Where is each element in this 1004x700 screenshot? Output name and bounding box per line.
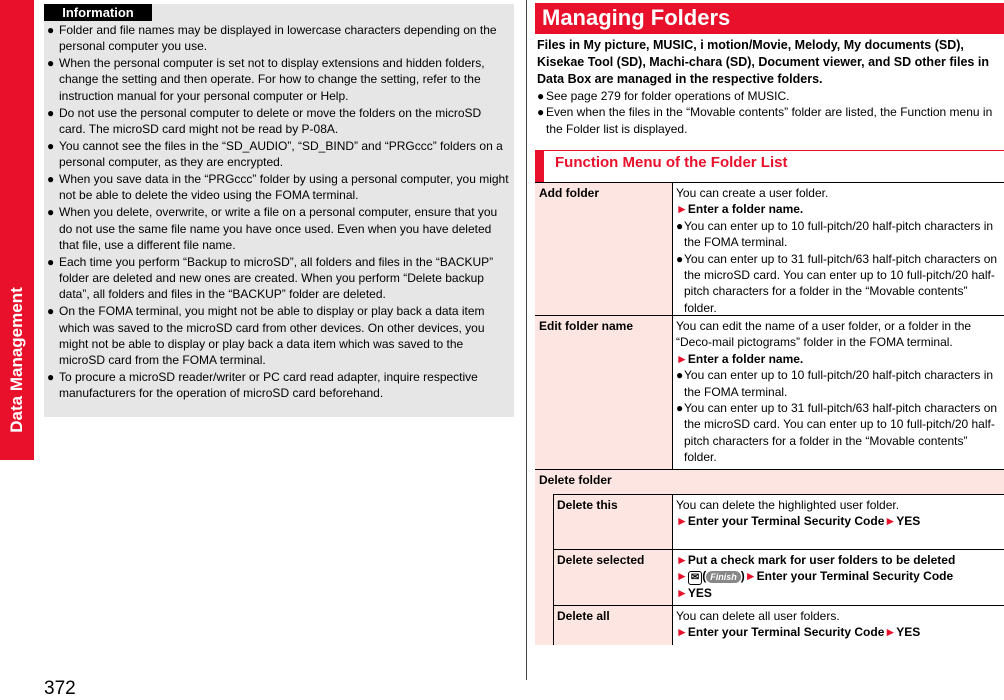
delete-all-desc-cell: [672, 606, 1004, 645]
edit-folder-label-cell: [535, 316, 672, 469]
delete-all-label: Delete all: [557, 609, 610, 623]
delete-folder-indent: [535, 494, 553, 645]
info-item: ● Do not use the personal computer to delete or move the folders on the microSD card. The microSD card might not be read by P-08A.: [47, 105, 482, 136]
edit-folder-desc: You can edit the name of a user folder, or a folder in the “Deco-mail pictograms” folder in the FOMA terminal.: [676, 319, 972, 350]
edit-folder-label: Edit folder name: [539, 319, 634, 333]
add-folder-bullet: ● You can enter up to 31 full-pitch/63 half-pitch characters on the microSD card. You can enter up to 10 full-pitch/20 half-pitch characters for a folder in the “Movable contents” folder.: [676, 251, 998, 315]
add-folder-label: Add folder: [539, 186, 599, 200]
delete-folder-label-cell: [535, 470, 1004, 494]
info-item: ● When the personal computer is set not to display extensions and hidden folders, change the setting and then operate. For how to change the setting, refer to the instruction manual for your personal computer or Help.: [47, 56, 485, 103]
edit-folder-step: ►Enter a folder name.: [676, 351, 804, 366]
delete-this-label-cell: [553, 495, 672, 549]
function-menu-heading: [535, 150, 1004, 182]
delete-all-label-cell: [553, 606, 672, 645]
note-item: ● Even when the files in the “Movable contents” folder are listed, the Function menu in the Folder list is displayed.: [537, 105, 993, 136]
column-divider: [526, 0, 527, 680]
managing-folders-heading: Managing Folders: [535, 3, 1004, 34]
finish-softkey-icon: Finish: [706, 571, 741, 583]
add-folder-desc-cell: [672, 183, 1004, 315]
delete-selected-step2: ► ✉ ( Finish )►Enter your Terminal Security Code: [676, 569, 954, 584]
info-item: ● On the FOMA terminal, you might not be able to display or play back a data item which was saved to the microSD card from other devices. On other devices, you might not be able to display or play back a data item which was saved to the microSD card from the FOMA terminal.: [47, 304, 485, 368]
add-folder-bullet: ● You can enter up to 10 full-pitch/20 half-pitch characters in the FOMA terminal.: [676, 218, 994, 250]
side-tab-label-wrap: [0, 0, 34, 460]
info-item: ● To procure a microSD reader/writer or PC card read adapter, inquire respective manufacturers for the operation of microSD card beforehand.: [47, 369, 478, 401]
function-menu-title: Function Menu of the Folder List: [555, 154, 788, 171]
delete-folder-label: Delete folder: [539, 473, 612, 487]
delete-this-desc: You can delete the highlighted user folder.: [676, 498, 900, 512]
info-item: ● You cannot see the files in the “SD_AUDIO”, “SD_BIND” and “PRGccc” folders on a personal computer, as they are encrypted.: [47, 138, 503, 170]
note-item: ● See page 279 for folder operations of MUSIC.: [537, 89, 790, 103]
delete-selected-desc-cell: [672, 550, 1004, 605]
info-item: ● When you save data in the “PRGccc” folder by using a personal computer, you might not be able to delete the video using the FOMA terminal.: [47, 172, 509, 203]
delete-all-desc: You can delete all user folders.: [676, 609, 840, 623]
information-list: [47, 22, 511, 402]
info-item: ● When you delete, overwrite, or write a file on a personal computer, ensure that you do not use the same file name you have once used. Even when you have deleted that file, use a different file name.: [47, 205, 498, 252]
edit-folder-bullet: ● You can enter up to 31 full-pitch/63 half-pitch characters on the microSD card. You can enter up to 10 full-pitch/20 half-pitch characters for a folder in the “Movable contents” folder.: [676, 401, 998, 465]
column-divider: [672, 494, 673, 645]
column-divider: [553, 494, 554, 645]
info-item: ● Folder and file names may be displayed in lowercase characters depending on the personal computer you use.: [47, 23, 497, 54]
delete-selected-label-cell: [553, 550, 672, 605]
managing-notes: [537, 88, 1004, 137]
delete-all-step: ►Enter your Terminal Security Code►YES: [676, 625, 921, 640]
page-number: 372: [44, 678, 76, 699]
delete-selected-step1: ►Put a check mark for user folders to be deleted: [676, 553, 956, 567]
add-folder-desc: You can create a user folder.: [676, 186, 829, 200]
add-folder-step: ►Enter a folder name.: [676, 202, 804, 217]
delete-this-desc-cell: [672, 495, 1004, 549]
edit-folder-desc-cell: [672, 316, 1004, 469]
column-divider: [672, 183, 673, 469]
delete-this-step: ►Enter your Terminal Security Code►YES: [676, 514, 921, 529]
heading-bar: [535, 151, 544, 182]
information-label: Information: [44, 4, 152, 21]
managing-intro: Files in My picture, MUSIC, i motion/Movie, Melody, My documents (SD), Kisekae Tool (SD), Machi-chara (SD), Document viewer, and SD other files in Data Box are managed in the respective folders.: [537, 38, 989, 86]
mail-key-icon: ✉: [688, 571, 702, 585]
delete-selected-step3: ►YES: [676, 586, 712, 601]
side-tab-label: Data Management: [7, 287, 26, 433]
delete-this-label: Delete this: [557, 498, 618, 512]
delete-selected-label: Delete selected: [557, 553, 645, 567]
edit-folder-bullet: ● You can enter up to 10 full-pitch/20 half-pitch characters in the FOMA terminal.: [676, 368, 994, 399]
info-item: ● Each time you perform “Backup to microSD”, all folders and files in the “BACKUP” folder are deleted and new ones are created. When you perform “Delete backup data”, all folders and files in the “BACKUP” folder are deleted.: [47, 254, 494, 302]
add-folder-label-cell: [535, 183, 672, 315]
